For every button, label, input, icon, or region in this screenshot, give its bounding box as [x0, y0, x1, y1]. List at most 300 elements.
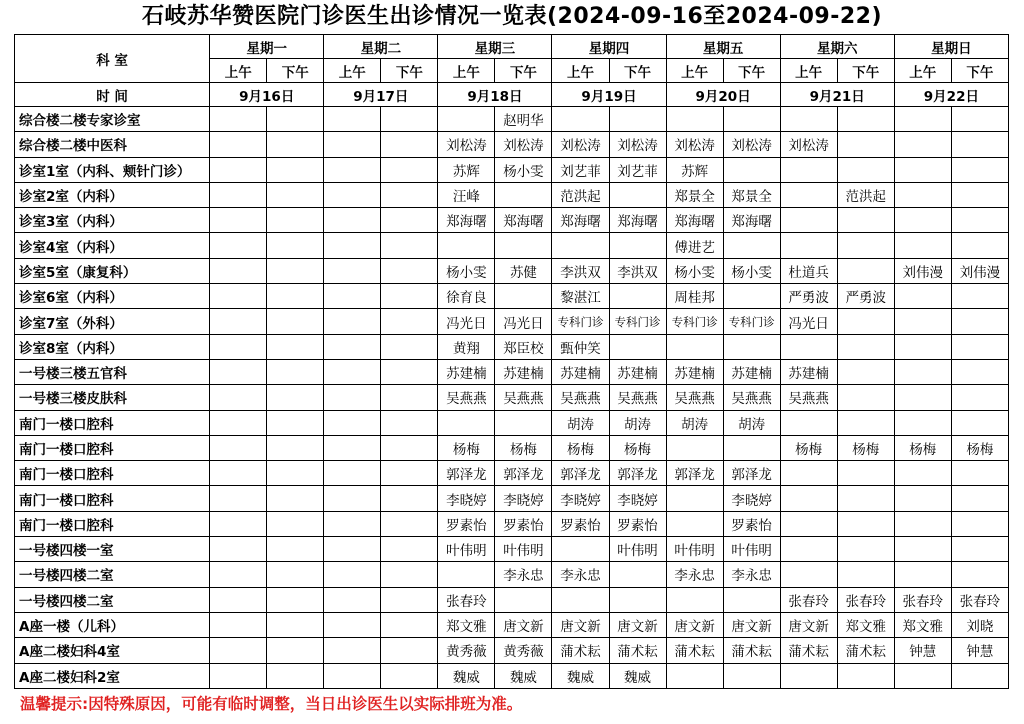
doctor-cell [951, 107, 1008, 132]
doctor-cell [495, 233, 552, 258]
doctor-cell [894, 132, 951, 157]
doctor-cell [324, 562, 381, 587]
doctor-cell [723, 334, 780, 359]
doctor-cell [438, 107, 495, 132]
doctor-cell [267, 435, 324, 460]
doctor-cell: 傅进艺 [666, 233, 723, 258]
doctor-cell [210, 385, 267, 410]
am-header: 上午 [210, 59, 267, 83]
doctor-cell: 唐文新 [552, 612, 609, 637]
weekday-header: 星期一 [210, 35, 324, 59]
doctor-cell [381, 359, 438, 384]
doctor-cell: 李永忠 [666, 562, 723, 587]
doctor-cell [324, 385, 381, 410]
doctor-cell [210, 107, 267, 132]
doctor-cell [210, 334, 267, 359]
doctor-cell [324, 208, 381, 233]
doctor-cell: 苏健 [495, 258, 552, 283]
doctor-cell [951, 157, 1008, 182]
doctor-cell [837, 410, 894, 435]
doctor-cell: 李晓婷 [609, 486, 666, 511]
doctor-cell: 郭泽龙 [495, 461, 552, 486]
doctor-cell: 吴燕燕 [552, 385, 609, 410]
doctor-cell: 刘伟漫 [951, 258, 1008, 283]
table-row [15, 107, 1009, 132]
doctor-cell: 郑海曙 [495, 208, 552, 233]
doctor-cell [381, 132, 438, 157]
doctor-cell: 冯光日 [495, 309, 552, 334]
doctor-cell: 苏建楠 [438, 359, 495, 384]
doctor-cell: 张春玲 [951, 587, 1008, 612]
doctor-cell [837, 663, 894, 688]
doctor-cell [723, 284, 780, 309]
doctor-cell: 杨小雯 [495, 157, 552, 182]
table-row [15, 511, 1009, 536]
doctor-cell: 苏建楠 [780, 359, 837, 384]
doctor-cell: 徐育良 [438, 284, 495, 309]
notice-text: 温馨提示:因特殊原因，可能有临时调整，当日出诊医生以实际排班为准。 [20, 695, 523, 713]
doctor-cell [951, 208, 1008, 233]
doctor-cell: 叶伟明 [666, 537, 723, 562]
doctor-cell [381, 208, 438, 233]
dept-cell: 南门一楼口腔科 [15, 410, 210, 435]
doctor-cell: 郑景全 [666, 182, 723, 207]
doctor-cell [324, 511, 381, 536]
doctor-cell: 魏威 [495, 663, 552, 688]
doctor-cell [666, 435, 723, 460]
table-row [15, 663, 1009, 688]
doctor-cell [894, 511, 951, 536]
doctor-cell: 李晓婷 [438, 486, 495, 511]
doctor-cell [267, 511, 324, 536]
table-row [15, 132, 1009, 157]
pm-header: 下午 [381, 59, 438, 83]
table-row [15, 233, 1009, 258]
doctor-cell: 严勇波 [780, 284, 837, 309]
doctor-cell [837, 562, 894, 587]
doctor-cell: 唐文新 [609, 612, 666, 637]
doctor-cell [894, 359, 951, 384]
doctor-cell: 唐文新 [723, 612, 780, 637]
doctor-cell [666, 663, 723, 688]
doctor-cell: 苏辉 [438, 157, 495, 182]
doctor-cell [324, 587, 381, 612]
doctor-cell [951, 309, 1008, 334]
doctor-cell [894, 157, 951, 182]
doctor-cell [324, 612, 381, 637]
doctor-cell: 张春玲 [894, 587, 951, 612]
doctor-cell [837, 233, 894, 258]
doctor-cell [267, 537, 324, 562]
doctor-cell [381, 309, 438, 334]
doctor-cell [324, 182, 381, 207]
doctor-cell [381, 233, 438, 258]
doctor-cell: 杨梅 [552, 435, 609, 460]
doctor-cell: 罗素怡 [438, 511, 495, 536]
table-row [15, 258, 1009, 283]
pm-header: 下午 [495, 59, 552, 83]
table-row [15, 334, 1009, 359]
pm-header: 下午 [951, 59, 1008, 83]
doctor-cell [381, 182, 438, 207]
dept-cell: 一号楼四楼二室 [15, 562, 210, 587]
doctor-cell [267, 385, 324, 410]
doctor-cell [381, 486, 438, 511]
dept-cell: 一号楼三楼皮肤科 [15, 385, 210, 410]
doctor-cell: 胡涛 [723, 410, 780, 435]
dept-cell: 诊室7室（外科） [15, 309, 210, 334]
doctor-cell [210, 663, 267, 688]
doctor-cell [210, 562, 267, 587]
doctor-cell [837, 309, 894, 334]
doctor-cell [267, 182, 324, 207]
doctor-cell [609, 107, 666, 132]
doctor-cell: 杨梅 [894, 435, 951, 460]
doctor-cell [951, 410, 1008, 435]
table-row [15, 537, 1009, 562]
date-header-row [15, 83, 1009, 107]
doctor-cell: 吴燕燕 [780, 385, 837, 410]
doctor-cell [552, 537, 609, 562]
dept-cell: 一号楼四楼二室 [15, 587, 210, 612]
date-header: 9月16日 [210, 83, 324, 107]
doctor-cell: 郭泽龙 [666, 461, 723, 486]
doctor-cell [837, 385, 894, 410]
time-header: 时 间 [15, 83, 210, 107]
table-row [15, 410, 1009, 435]
doctor-cell: 黎湛江 [552, 284, 609, 309]
doctor-cell [723, 663, 780, 688]
doctor-cell [666, 334, 723, 359]
doctor-cell [609, 562, 666, 587]
doctor-cell [837, 461, 894, 486]
table-row [15, 208, 1009, 233]
doctor-cell: 赵明华 [495, 107, 552, 132]
doctor-cell: 叶伟明 [438, 537, 495, 562]
doctor-cell: 李永忠 [723, 562, 780, 587]
doctor-cell [894, 334, 951, 359]
doctor-cell [210, 486, 267, 511]
doctor-cell [552, 587, 609, 612]
doctor-cell: 杨梅 [951, 435, 1008, 460]
doctor-cell: 刘晓 [951, 612, 1008, 637]
am-header: 上午 [438, 59, 495, 83]
doctor-cell [267, 486, 324, 511]
doctor-cell [780, 208, 837, 233]
table-row [15, 638, 1009, 663]
weekday-header: 星期五 [666, 35, 780, 59]
doctor-cell [780, 461, 837, 486]
table-row [15, 309, 1009, 334]
doctor-cell [951, 284, 1008, 309]
doctor-cell [381, 284, 438, 309]
doctor-cell [666, 107, 723, 132]
am-header: 上午 [324, 59, 381, 83]
doctor-cell: 苏建楠 [552, 359, 609, 384]
doctor-cell [324, 107, 381, 132]
doctor-cell: 杨梅 [780, 435, 837, 460]
doctor-cell: 杨小雯 [438, 258, 495, 283]
doctor-cell [210, 511, 267, 536]
page-title: 石岐苏华赞医院门诊医生出诊情况一览表(2024-09-16至2024-09-22) [141, 4, 883, 29]
doctor-cell: 魏威 [552, 663, 609, 688]
doctor-cell [324, 435, 381, 460]
doctor-cell [267, 107, 324, 132]
doctor-cell [210, 182, 267, 207]
dept-cell: A座二楼妇科4室 [15, 638, 210, 663]
doctor-cell [267, 208, 324, 233]
pm-header: 下午 [267, 59, 324, 83]
doctor-cell [324, 537, 381, 562]
doctor-cell [894, 385, 951, 410]
doctor-cell [267, 587, 324, 612]
doctor-cell [324, 359, 381, 384]
doctor-cell [894, 208, 951, 233]
doctor-cell [609, 284, 666, 309]
doctor-cell [609, 233, 666, 258]
table-row [15, 587, 1009, 612]
doctor-cell: 张春玲 [438, 587, 495, 612]
doctor-cell [381, 612, 438, 637]
doctor-cell: 杨梅 [837, 435, 894, 460]
doctor-cell [894, 284, 951, 309]
doctor-cell [324, 284, 381, 309]
schedule-table [14, 34, 1009, 689]
doctor-cell [267, 284, 324, 309]
weekday-header-row [15, 35, 1009, 59]
dept-cell: 一号楼三楼五官科 [15, 359, 210, 384]
dept-cell: 南门一楼口腔科 [15, 511, 210, 536]
doctor-cell: 郭泽龙 [609, 461, 666, 486]
dept-cell: 南门一楼口腔科 [15, 461, 210, 486]
doctor-cell: 杨梅 [495, 435, 552, 460]
doctor-cell: 刘松涛 [552, 132, 609, 157]
doctor-cell [381, 663, 438, 688]
pm-header: 下午 [723, 59, 780, 83]
doctor-cell: 杜道兵 [780, 258, 837, 283]
doctor-cell: 苏建楠 [723, 359, 780, 384]
pm-header: 下午 [837, 59, 894, 83]
doctor-cell: 吴燕燕 [609, 385, 666, 410]
doctor-cell: 甄仲笑 [552, 334, 609, 359]
doctor-cell: 黄秀薇 [495, 638, 552, 663]
doctor-cell [951, 663, 1008, 688]
weekday-header: 星期四 [552, 35, 666, 59]
doctor-cell [609, 182, 666, 207]
doctor-cell: 苏辉 [666, 157, 723, 182]
doctor-cell [324, 258, 381, 283]
doctor-cell [210, 359, 267, 384]
doctor-cell [951, 132, 1008, 157]
am-header: 上午 [666, 59, 723, 83]
doctor-cell: 蒲术耘 [837, 638, 894, 663]
doctor-cell [837, 132, 894, 157]
table-row [15, 182, 1009, 207]
doctor-cell [837, 334, 894, 359]
dept-cell: 一号楼四楼一室 [15, 537, 210, 562]
doctor-cell [210, 258, 267, 283]
doctor-cell: 杨小雯 [723, 258, 780, 283]
doctor-cell [780, 233, 837, 258]
doctor-cell [210, 233, 267, 258]
doctor-cell [210, 132, 267, 157]
doctor-cell [723, 233, 780, 258]
doctor-cell [381, 334, 438, 359]
doctor-cell: 黄翔 [438, 334, 495, 359]
dept-cell: A座二楼妇科2室 [15, 663, 210, 688]
doctor-cell: 吴燕燕 [666, 385, 723, 410]
doctor-cell [381, 435, 438, 460]
dept-cell: 综合楼二楼中医科 [15, 132, 210, 157]
table-row [15, 385, 1009, 410]
doctor-cell [324, 132, 381, 157]
doctor-cell: 蒲术耘 [552, 638, 609, 663]
doctor-cell [438, 410, 495, 435]
doctor-cell: 刘松涛 [666, 132, 723, 157]
doctor-cell [210, 157, 267, 182]
doctor-cell: 钟慧 [894, 638, 951, 663]
doctor-cell [324, 663, 381, 688]
doctor-cell: 汪峰 [438, 182, 495, 207]
doctor-cell [780, 663, 837, 688]
doctor-cell [723, 107, 780, 132]
dept-cell: 诊室8室（内科） [15, 334, 210, 359]
doctor-cell [951, 562, 1008, 587]
doctor-cell [210, 435, 267, 460]
dept-cell: A座一楼（儿科） [15, 612, 210, 637]
doctor-cell: 刘松涛 [723, 132, 780, 157]
doctor-cell: 李洪双 [552, 258, 609, 283]
doctor-cell [894, 182, 951, 207]
doctor-cell [324, 461, 381, 486]
weekday-header: 星期三 [438, 35, 552, 59]
doctor-cell: 专科门诊 [552, 309, 609, 334]
doctor-cell: 刘松涛 [438, 132, 495, 157]
doctor-cell: 蒲术耘 [723, 638, 780, 663]
doctor-cell [951, 511, 1008, 536]
doctor-cell [666, 486, 723, 511]
doctor-cell [723, 587, 780, 612]
doctor-cell: 吴燕燕 [495, 385, 552, 410]
doctor-cell [381, 461, 438, 486]
doctor-cell: 郑海曙 [438, 208, 495, 233]
doctor-cell: 郑海曙 [552, 208, 609, 233]
doctor-cell: 郑海曙 [666, 208, 723, 233]
doctor-cell [666, 511, 723, 536]
doctor-cell [495, 284, 552, 309]
doctor-cell: 钟慧 [951, 638, 1008, 663]
doctor-cell [267, 410, 324, 435]
doctor-cell [267, 612, 324, 637]
doctor-cell [837, 258, 894, 283]
doctor-cell [609, 587, 666, 612]
doctor-cell: 胡涛 [552, 410, 609, 435]
dept-cell: 南门一楼口腔科 [15, 486, 210, 511]
doctor-cell [381, 587, 438, 612]
doctor-cell [381, 562, 438, 587]
doctor-cell [951, 461, 1008, 486]
dept-cell: 诊室1室（内科、颊针门诊） [15, 157, 210, 182]
doctor-cell [267, 132, 324, 157]
doctor-cell: 张春玲 [780, 587, 837, 612]
doctor-cell [894, 663, 951, 688]
doctor-cell [552, 107, 609, 132]
doctor-cell: 唐文新 [666, 612, 723, 637]
doctor-cell [438, 233, 495, 258]
doctor-cell [780, 562, 837, 587]
doctor-cell: 唐文新 [780, 612, 837, 637]
doctor-cell [495, 587, 552, 612]
doctor-cell [495, 410, 552, 435]
dept-cell: 南门一楼口腔科 [15, 435, 210, 460]
date-header: 9月17日 [324, 83, 438, 107]
dept-cell: 诊室4室（内科） [15, 233, 210, 258]
doctor-cell: 魏威 [438, 663, 495, 688]
doctor-cell: 叶伟明 [723, 537, 780, 562]
doctor-cell: 苏建楠 [666, 359, 723, 384]
doctor-cell [210, 284, 267, 309]
doctor-cell [324, 638, 381, 663]
doctor-cell [780, 334, 837, 359]
doctor-cell [381, 410, 438, 435]
doctor-cell [552, 233, 609, 258]
weekday-header: 星期六 [780, 35, 894, 59]
dept-cell: 诊室5室（康复科） [15, 258, 210, 283]
doctor-cell: 郭泽龙 [723, 461, 780, 486]
doctor-cell [837, 157, 894, 182]
doctor-cell: 魏威 [609, 663, 666, 688]
doctor-cell: 罗素怡 [552, 511, 609, 536]
doctor-cell [267, 334, 324, 359]
doctor-cell [324, 410, 381, 435]
doctor-cell: 蒲术耘 [666, 638, 723, 663]
doctor-cell: 刘松涛 [495, 132, 552, 157]
doctor-cell: 郑海曙 [723, 208, 780, 233]
doctor-cell [723, 435, 780, 460]
doctor-cell: 郑臣校 [495, 334, 552, 359]
doctor-cell [210, 208, 267, 233]
doctor-cell: 范洪起 [837, 182, 894, 207]
doctor-cell [267, 663, 324, 688]
doctor-cell: 张春玲 [837, 587, 894, 612]
table-row [15, 435, 1009, 460]
doctor-cell: 专科门诊 [609, 309, 666, 334]
table-row [15, 157, 1009, 182]
doctor-cell: 郑文雅 [837, 612, 894, 637]
doctor-cell [894, 537, 951, 562]
doctor-cell: 刘艺菲 [552, 157, 609, 182]
doctor-cell: 黄秀薇 [438, 638, 495, 663]
doctor-cell [210, 461, 267, 486]
doctor-cell: 叶伟明 [609, 537, 666, 562]
doctor-cell [837, 537, 894, 562]
doctor-cell: 唐文新 [495, 612, 552, 637]
date-header: 9月21日 [780, 83, 894, 107]
doctor-cell: 苏建楠 [495, 359, 552, 384]
doctor-cell: 李晓婷 [495, 486, 552, 511]
doctor-cell [780, 182, 837, 207]
doctor-cell [723, 157, 780, 182]
doctor-cell [324, 334, 381, 359]
doctor-cell [324, 157, 381, 182]
dept-cell: 诊室6室（内科） [15, 284, 210, 309]
doctor-cell [267, 309, 324, 334]
am-header: 上午 [552, 59, 609, 83]
doctor-cell [267, 638, 324, 663]
doctor-cell [381, 511, 438, 536]
doctor-cell: 蒲术耘 [609, 638, 666, 663]
doctor-cell [951, 182, 1008, 207]
